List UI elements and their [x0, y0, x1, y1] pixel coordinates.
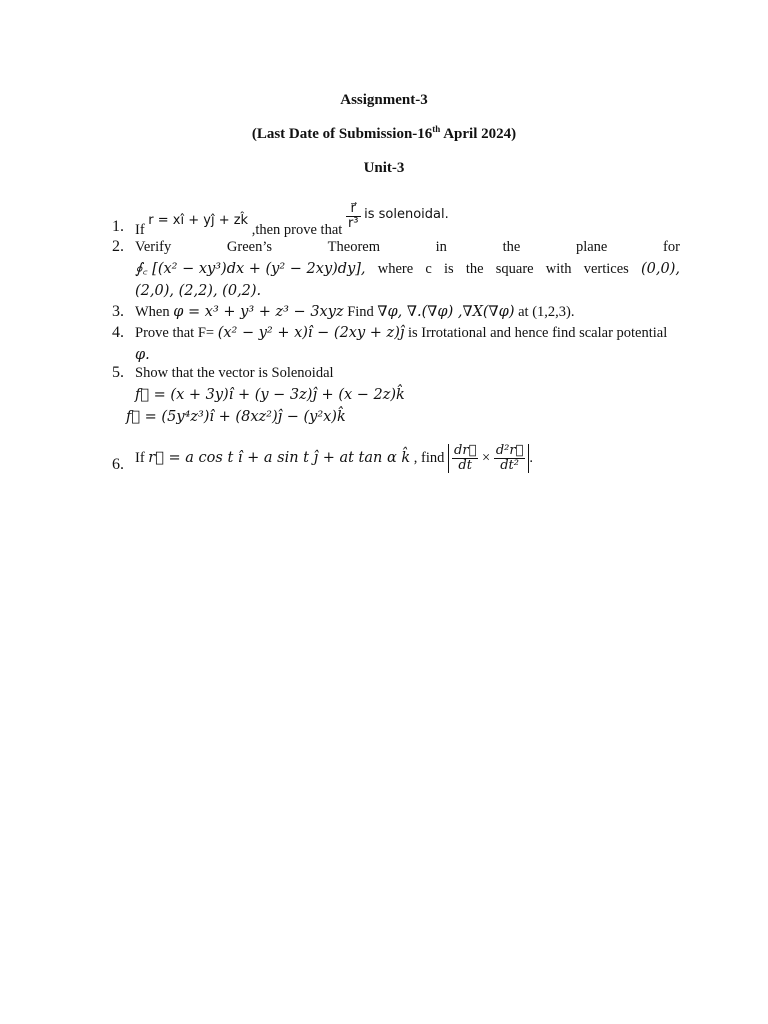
q2-vertices: (2,0), (2,2), (0,2).: [135, 283, 262, 299]
q6-f1-numerator: dr⃗: [454, 443, 477, 458]
q3-find: Find: [347, 304, 374, 320]
question-5: [112, 362, 680, 428]
q2-word: with: [545, 261, 572, 277]
q5-vector-2: f⃗ = (5y⁴z³)î + (8xz²)ĵ − (y²x)k̂: [126, 409, 346, 425]
q3-point: at (1,2,3).: [518, 304, 575, 320]
q3-scalar-field: φ = x³ + y³ + z³ − 3xyz: [173, 304, 344, 320]
q4-phi: φ.: [135, 347, 150, 363]
q6-times: ×: [482, 449, 491, 466]
q5-vector-1: f⃗ = (x + 3y)î + (y − 3z)ĵ + (x − 2z)k̂: [135, 387, 405, 403]
q2-line-2: [135, 258, 680, 280]
q6-if: If: [135, 449, 145, 466]
submission-date: [0, 126, 768, 143]
q2-word: Theorem: [327, 239, 380, 255]
q4-vector-field: (x² − y² + x)î − (2xy + z)ĵ: [217, 325, 405, 341]
question-number: 6.: [112, 456, 124, 473]
q1-fraction-numerator: r⃗: [346, 202, 361, 217]
q6-f2-denominator: dt²: [500, 458, 519, 473]
q2-line-1: [135, 236, 680, 258]
question-number: 3.: [112, 303, 124, 320]
q2-word: Verify: [135, 239, 172, 255]
question-4: [112, 322, 680, 366]
q1-then-prove: ,then prove that: [251, 221, 343, 238]
q3-when: When: [135, 304, 170, 320]
assignment-title: Assignment-3: [340, 92, 428, 108]
q2-word: vertices: [583, 261, 629, 277]
q1-position-vector: r = xî + yĵ + zk̂: [148, 212, 249, 228]
q1-if: If: [135, 221, 145, 238]
q3-operators: ∇φ, ∇.(∇φ) ,∇X(∇φ): [377, 304, 515, 320]
q2-word: for: [663, 239, 680, 255]
question-3: [112, 301, 680, 323]
question-number: 1.: [112, 218, 124, 235]
q6-position-vector: r⃗ = a cos t î + a sin t ĵ + at tan α k̂: [148, 449, 411, 466]
q2-word: the: [465, 261, 484, 277]
q6-find: , find: [413, 449, 445, 466]
q6-f1-denominator: dt: [458, 458, 472, 473]
q2-word: in: [435, 239, 447, 255]
q2-vertex: (0,0),: [641, 261, 680, 277]
question-1: [112, 194, 680, 238]
date-superscript: th: [432, 124, 441, 134]
q2-word: c: [425, 261, 432, 277]
q2-word: where: [377, 261, 414, 277]
q6-second-derivative: [494, 444, 526, 473]
q1-fraction-denominator: r³: [347, 216, 359, 231]
q4-irrotational-text: is Irrotational and hence find scalar potential: [407, 325, 668, 341]
question-number: 5.: [112, 364, 124, 381]
q2-word: plane: [575, 239, 608, 255]
date-suffix: April 2024): [440, 126, 517, 142]
q4-prove-that: Prove that F=: [135, 325, 215, 341]
q2-word: is: [443, 261, 454, 277]
q1-fraction: [346, 202, 361, 231]
q6-f2-numerator: d²r⃗: [495, 443, 524, 458]
q6-cross-product-magnitude: [448, 444, 529, 473]
q2-word: Green’s: [226, 239, 272, 255]
q6-period: .: [529, 449, 533, 466]
q1-solenoidal-text: is solenoidal.: [364, 206, 449, 222]
question-number: 4.: [112, 324, 124, 341]
unit-heading: Unit-3: [363, 160, 405, 176]
question-6: [112, 444, 680, 488]
q5-statement: Show that the vector is Solenoidal: [135, 365, 334, 381]
q2-word: square: [495, 261, 534, 277]
q2-word: the: [502, 239, 521, 255]
q6-first-derivative: [452, 444, 478, 473]
q2-line-integral: ∮꜀ [(x² − xy³)dx + (y² − 2xy)dy],: [135, 261, 366, 277]
date-prefix: (Last Date of Submission-16: [251, 126, 433, 142]
question-number: 2.: [112, 238, 124, 255]
question-2: [112, 236, 680, 302]
